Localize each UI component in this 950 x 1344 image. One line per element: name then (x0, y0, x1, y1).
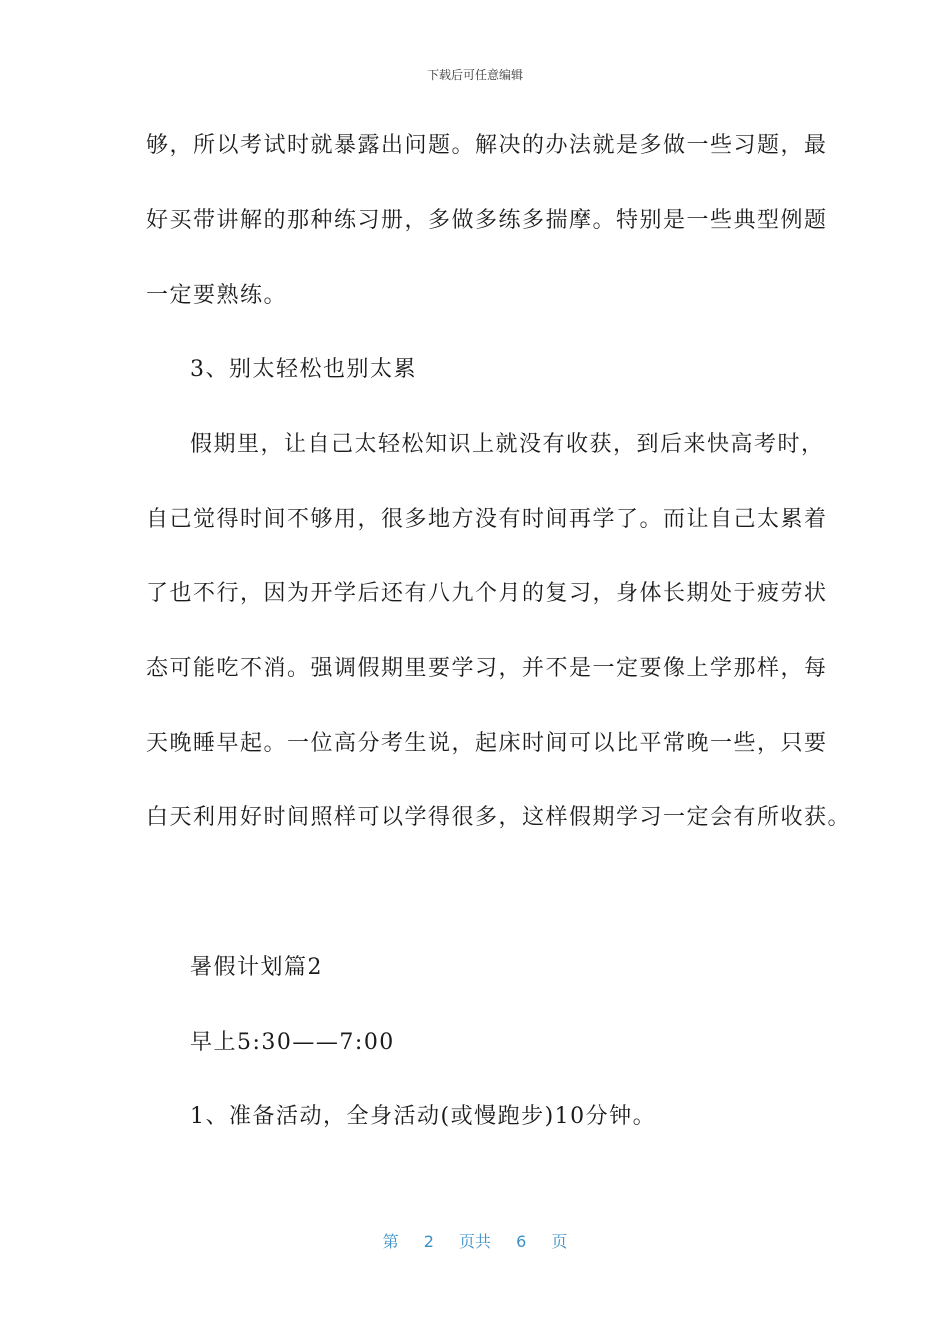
page-header: 下载后可任意编辑 (426, 68, 523, 82)
body-line: 了也不行，因为开学后还有八九个月的复习，身体长期处于疲劳状 (146, 581, 828, 606)
schedule-item: 1、准备活动，全身活动(或慢跑步)10分钟。 (190, 1104, 657, 1129)
body-line: 态可能吃不消。强调假期里要学习，并不是一定要像上学那样，每 (146, 656, 828, 681)
schedule-time: 早上5:30——7:00 (190, 1030, 395, 1055)
section-heading: 3、别太轻松也别太累 (190, 357, 417, 382)
body-line: 天晚睡早起。一位高分考生说，起床时间可以比平常晚一些，只要 (146, 731, 828, 756)
body-line: 假期里，让自己太轻松知识上就没有收获，到后来快高考时， (190, 432, 825, 457)
body-line: 白天利用好时间照样可以学得很多，这样假期学习一定会有所收获。 (146, 805, 852, 830)
body-line: 够，所以考试时就暴露出问题。解决的办法就是多做一些习题，最 (146, 133, 828, 158)
body-line: 一定要熟练。 (146, 283, 288, 308)
body-line: 自己觉得时间不够用，很多地方没有时间再学了。而让自己太累着 (146, 507, 828, 532)
body-line: 好买带讲解的那种练习册，多做多练多揣摩。特别是一些典型例题 (146, 208, 828, 233)
page-number: 第 2 页共 6 页 (382, 1232, 568, 1251)
section-title: 暑假计划篇2 (190, 955, 323, 980)
